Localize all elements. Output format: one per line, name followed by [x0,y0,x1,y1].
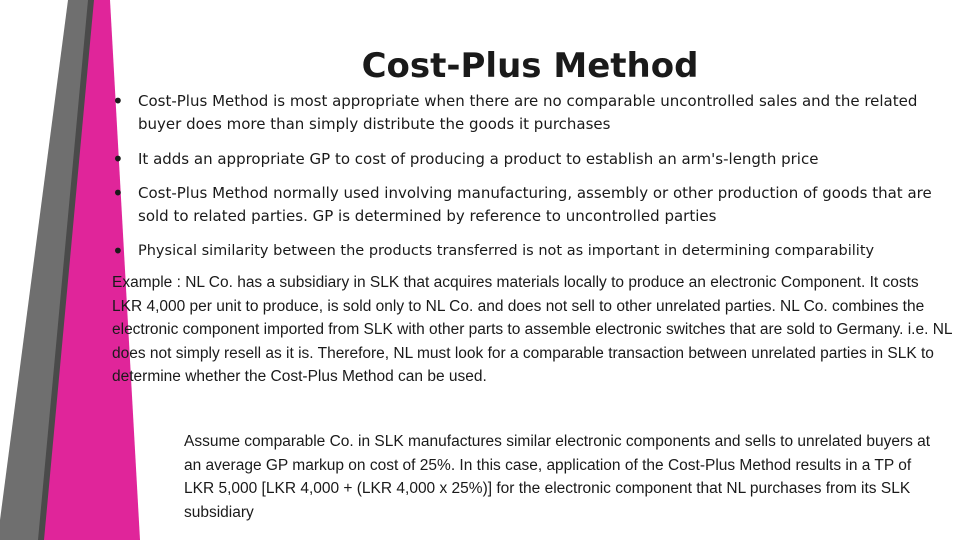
bullet-dot-icon: • [112,181,124,205]
bullet-dot-icon: • [112,147,124,171]
slide-title: Cost-Plus Method [361,46,699,86]
example-paragraph: Example : NL Co. has a subsidiary in SLK that acquires materials locally to produce an electronic Component. It costs LKR 4,000 per unit to produce, is sold only to NL Co. and does not sell to other unrelated parties. NL Co. combines the electronic component imported from SLK with other parts to assemble electronic switches that are sold to Germany. i.e. NL does not simply resell as it is. Therefore, NL must look for a comparable transaction between unrelated parties in SLK to determine whether the Cost-Plus Method can be used. [112,274,952,385]
assumption-paragraph: Assume comparable Co. in SLK manufactures similar electronic components and sells to unrelated buyers at an average GP markup on cost of 25%. In this case, application of the Cost-Plus Method results in a TP of LKR 5,000 [LKR 4,000 + (LKR 4,000 x 25%)] for the electronic component that NL purchases from its SLK subsidiary [184,433,931,521]
bullet-text: Physical similarity between the products transferred is not as important in determining comparability [138,243,875,259]
bullet-text: It adds an appropriate GP to cost of producing a product to establish an arm's-length price [138,150,819,168]
bullet-dot-icon: • [112,89,124,113]
decorative-side-stripes [0,0,140,540]
bullet-text: Cost-Plus Method normally used involving manufacturing, assembly or other production of goods that are sold to related parties. GP is determined by reference to uncontrolled parties [138,184,932,225]
bullet-dot-icon: • [112,239,124,263]
bullet-text: Cost-Plus Method is most appropriate when there are no comparable uncontrolled sales and the related buyer does more than simply distribute the goods it purchases [138,92,918,133]
